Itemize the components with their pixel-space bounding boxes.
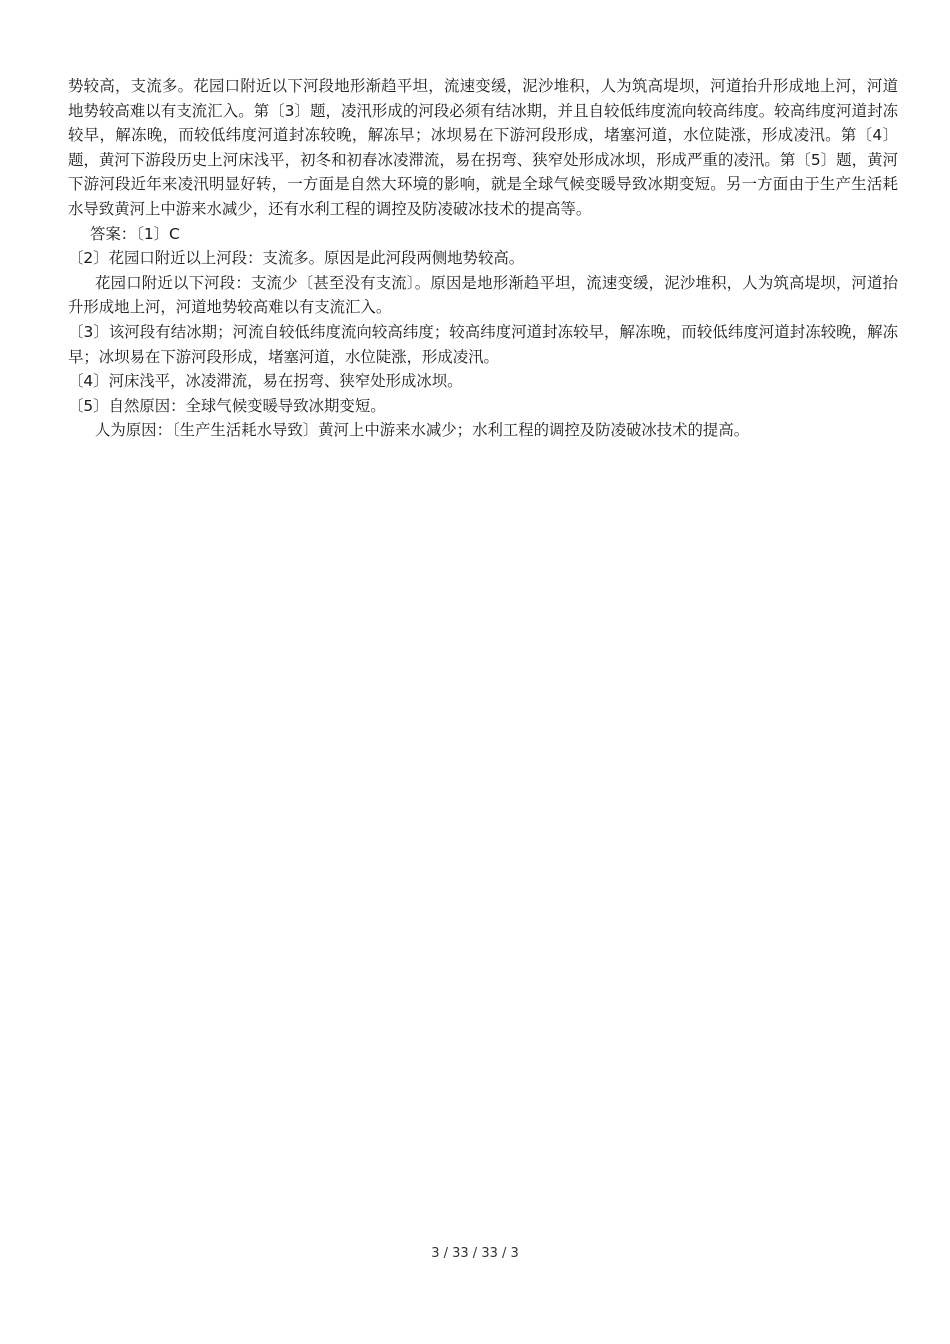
answer-2-upper-reach: 〔2〕花园口附近以上河段：支流多。原因是此河段两侧地势较高。 bbox=[68, 249, 525, 268]
answer-1: 答案：〔1〕C bbox=[90, 224, 180, 243]
answer-2-lower-reach: 花园口附近以下河段：支流少〔甚至没有支流〕。原因是地形渐趋平坦，流速变缓，泥沙堆积，人为筑高堤坝，河道抬升形成地上河，河道地势较高难以有支流汇入。 bbox=[68, 273, 898, 317]
document-body bbox=[68, 74, 898, 443]
explanation-paragraph: 势较高，支流多。花园口附近以下河段地形渐趋平坦，流速变缓，泥沙堆积，人为筑高堤坝，河道抬升形成地上河，河道地势较高难以有支流汇入。第〔3〕题，凌汛形成的河段必须有结冰期，并且自较低纬度流向较高纬度。较高纬度河道封冻较早，解冻晚，而较低纬度河道封冻较晚，解冻早；冰坝易在下游河段形成，堵塞河道，水位陡涨，形成凌汛。第〔4〕题，黄河下游段历史上河床浅平，初冬和初春冰凌滞流，易在拐弯、狭窄处形成冰坝，形成严重的凌汛。第〔5〕题，黄河下游河段近年来凌汛明显好转，一方面是自然大环境的影响，就是全球气候变暖导致冰期变短。另一方面由于生产生活耗水导致黄河上中游来水减少，还有水利工程的调控及防凌破冰技术的提高等。 bbox=[68, 77, 898, 218]
answer-3: 〔3〕该河段有结冰期；河流自较低纬度流向较高纬度；较高纬度河道封冻较早，解冻晚，而较低纬度河道封冻较晚，解冻早；冰坝易在下游河段形成，堵塞河道，水位陡涨，形成凌汛。 bbox=[68, 322, 898, 366]
answer-5-natural: 〔5〕自然原因：全球气候变暖导致冰期变短。 bbox=[68, 396, 386, 415]
answer-4: 〔4〕河床浅平，冰凌滞流，易在拐弯、狭窄处形成冰坝。 bbox=[68, 372, 463, 391]
page-number: 3 / 33 / 33 / 3 bbox=[431, 1246, 519, 1261]
answer-5-human: 人为原因：〔生产生活耗水导致〕黄河上中游来水减少；水利工程的调控及防凌破冰技术的提高。 bbox=[95, 421, 750, 440]
